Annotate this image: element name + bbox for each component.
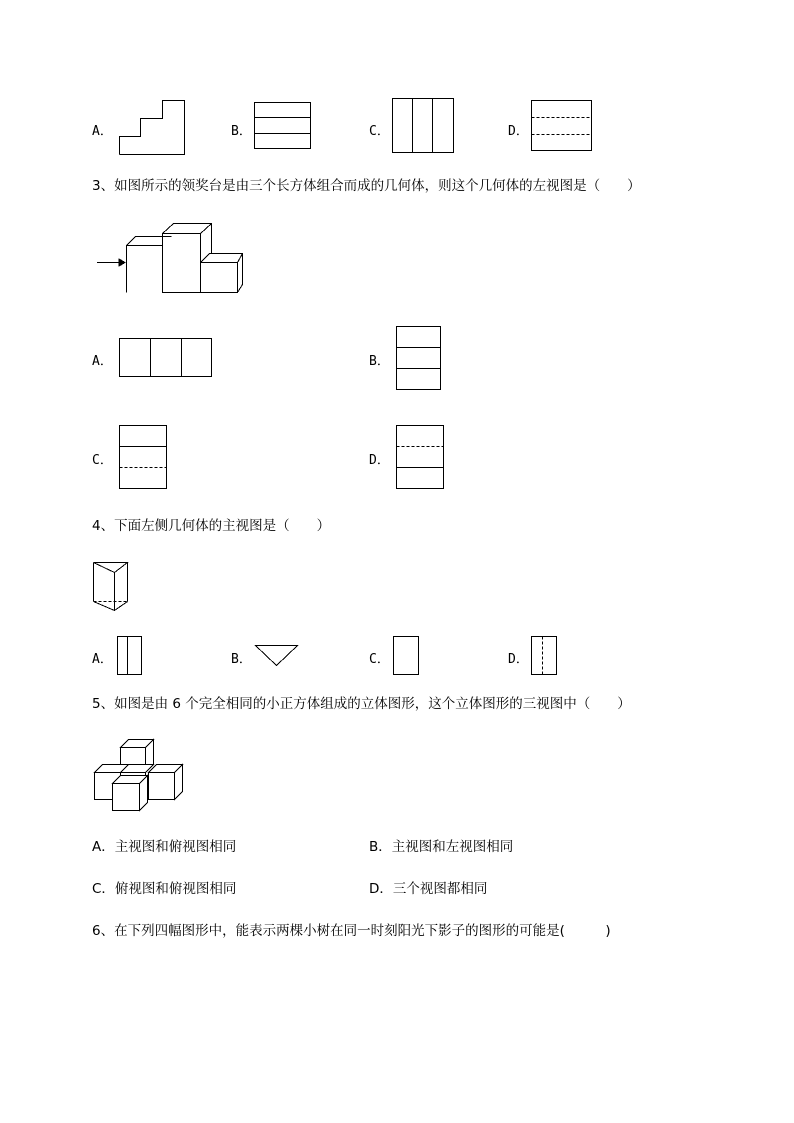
q2-option-b-label[interactable]: B． (231, 124, 252, 139)
inverted-triangle-icon (255, 645, 299, 667)
q5-question-text: 5、如图是由 6 个完全相同的小正方体组成的立体图形，这个立体图形的三视图中（ ） (92, 696, 631, 712)
six-cubes-figure-icon (93, 738, 189, 812)
q5-option-b[interactable]: B．主视图和左视图相同 (369, 839, 514, 855)
q5-option-c[interactable]: C．俯视图和俯视图相同 (92, 881, 237, 897)
dashed-band-rectangle-icon (531, 100, 593, 152)
two-column-rectangle-icon (117, 636, 143, 676)
plain-rectangle-icon (393, 636, 420, 676)
podium-figure-icon (95, 222, 247, 296)
stair-shape-icon (119, 100, 185, 156)
q3-option-d-label[interactable]: D． (369, 453, 390, 468)
q3-option-b-label[interactable]: B． (369, 354, 390, 369)
q4-question-text: 4、下面左侧几何体的主视图是（ ） (92, 518, 331, 534)
q4-option-c-label[interactable]: C． (369, 652, 390, 667)
solid-dashed-rectangle-icon (119, 425, 168, 490)
q4-option-a-label[interactable]: A． (92, 652, 113, 667)
q3-question-text: 3、如图所示的领奖台是由三个长方体组合而成的几何体，则这个几何体的左视图是（ ） (92, 178, 641, 194)
q5-option-d[interactable]: D．三个视图都相同 (369, 881, 488, 897)
q3-option-c-label[interactable]: C． (92, 453, 113, 468)
q4-option-b-label[interactable]: B． (231, 652, 252, 667)
three-column-rectangle-icon (119, 338, 213, 378)
dashed-center-rectangle-icon (531, 636, 558, 676)
q5-option-a[interactable]: A．主视图和俯视图相同 (92, 839, 237, 855)
dashed-solid-rectangle-icon (396, 425, 445, 490)
q4-option-d-label[interactable]: D． (508, 652, 529, 667)
three-row-rectangle-icon (396, 326, 442, 391)
q2-option-d-label[interactable]: D． (508, 124, 529, 139)
three-band-rectangle-icon (254, 102, 312, 150)
q2-option-c-label[interactable]: C． (369, 124, 390, 139)
triangular-prism-figure-icon (92, 560, 130, 612)
three-column-rectangle-icon (392, 98, 455, 154)
q2-option-a-label[interactable]: A． (92, 124, 113, 139)
q3-option-a-label[interactable]: A． (92, 354, 113, 369)
q6-question-text: 6、在下列四幅图形中，能表示两棵小树在同一时刻阳光下影子的图形的可能是( ) (92, 923, 611, 939)
